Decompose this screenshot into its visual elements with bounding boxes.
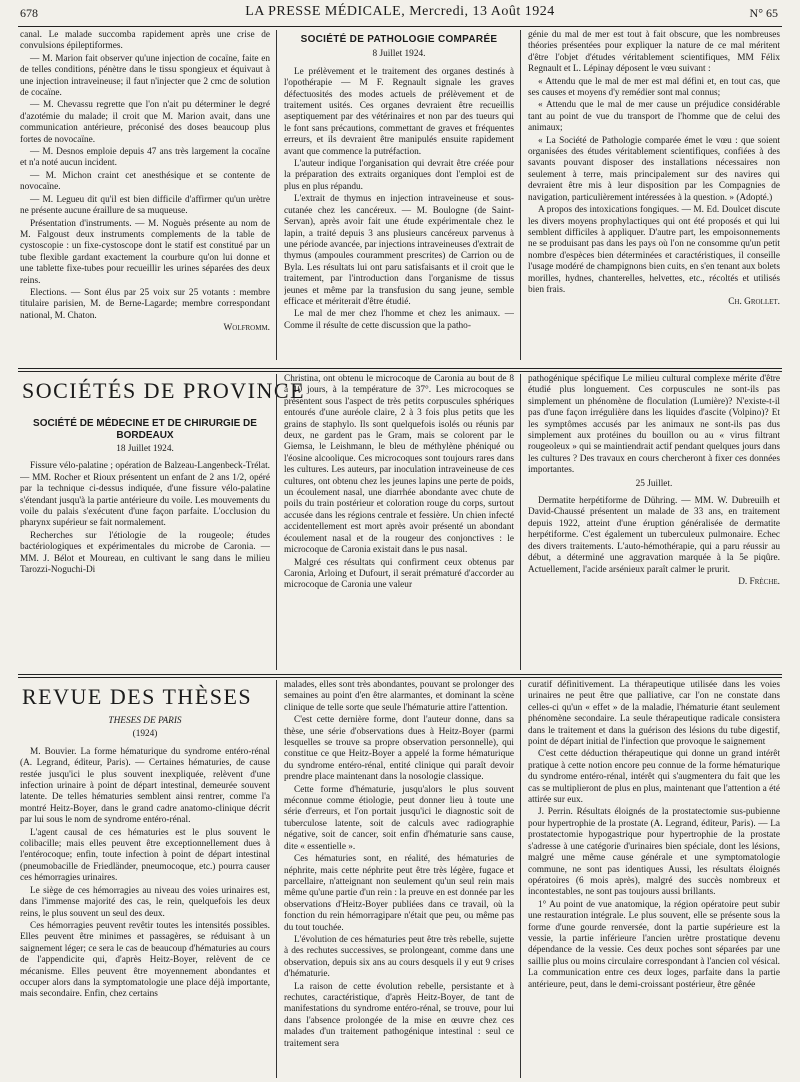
section-date: 25 Juillet.: [635, 478, 673, 489]
section-rule: [18, 368, 782, 369]
section-heading: SOCIÉTÉ DE MÉDECINE ET DE CHIRURGIE DE BORDEAUX: [33, 418, 257, 441]
paragraph: canal. Le malade succomba rapidement après une crise de convulsions épileptiformes.: [20, 30, 270, 52]
column-divider: [276, 374, 277, 670]
paragraph: Fissure vélo-palatine ; opération de Balzeau-Langenbeck-Trélat. — MM. Rocher et Rioux présentent un enfant de 2 ans 1/2, opéré par la technique ci-dessus indiquée, d'une fissure vélo-palatine s'étendant jusqu'à la partie antérieure du voile. Les mouvements du voile du palais s'exécutent d'une façon parfaite. L'occlusion du pharynx supérieur se fait normalement.: [20, 461, 270, 529]
paragraph: malades, elles sont très abondantes, pouvant se prolonger des semaines au point d'en être alarmantes, et dominant la scène clinique de telle sorte que seule l'hématurie attire l'attention.: [284, 680, 514, 713]
paragraph: M. Bouvier. La forme hématurique du syndrome entéro-rénal (A. Legrand, éditeur, Paris). — Certaines hématuries, de cause restée jusqu'ici le plus souvent inexpliquée, relèvent d'une infection urinaire à point de départ intestinal, demeurée souvent latente. De telles hématuries semblent ainsi rentrer, comme l'a montré Heitz-Boyer, dans le grand cadre anatomo-clinique décrit par lui sous le nom de syndrome entéro-rénal.: [20, 746, 270, 826]
section-title-revue-des-theses: REVUE DES THÈSES: [22, 684, 253, 709]
paragraph: L'auteur indique l'organisation qui devrait être créée pour la préparation des extraits organiques dont l'emploi est de plus en plus répandu.: [284, 159, 514, 192]
paragraph: Christina, ont obtenu le microcoque de Caronia au bout de 8 à 10 jours, à la température de 37°. Les microcoques se présentent sous l'aspect de très petits corpuscules sphériques entourés d'une auréole claire, 2 à 3 fois plus petits que les grains de staphylo. Ils sont quelquefois isolés ou réunis par deux, ne gardent pas le Gram, mais se colorent par le Giemsa, le Leishmann, le bleu de méthylène phéniqué ou l'éosine alcoolique. Ces microcoques sont toujours rares dans les cultures. Les auteurs, par inoculation intraveineuse de ces cultures, ont obtenu chez les jeunes lapins une perte de poids, un écoulement nasal, une diarrhée abondante avec chute de poils du train postérieur et coloration rouge du corps, surtout accusée dans les régions centrale et fessière. Un chien infecté accidentellement est mort après avoir présenté un abondant écoulement nasal et de la rougeur des conjonctives : le microcoque de Caronia existait dans le pus nasal.: [284, 374, 514, 556]
paragraph: Cette forme d'hématurie, jusqu'alors le plus souvent méconnue comme étiologie, peut donner lieu à toute une série d'erreurs, et l'on portait jusqu'ici le diagnostic soit de tuberculose latente, soit de calculs avec radiographie négative, soit de cancer, soit enfin d'hématurie sans cause, dite « essentielle ».: [284, 784, 514, 852]
page-number: 678: [20, 6, 38, 20]
paragraph: pathogénique spécifique Le milieu cultural complexe mérite d'être étudié plus longuement. Ces corpuscules ne sont-ils pas simplement un phénomène de floculation (Lumière)? N'existe-t-il pas d'une façon irrégulière dans les liquides d'ascite (Volpino)? Et les symptômes accusés par les animaux ne sont-ils pas dus simplement aux protéines du bouillon ou au « virus filtrant rougeoleux » qui se maintiendrait actif pendant quelques jours dans les cultures ? Des travaux en cours chercheront à fixer ces données importantes.: [528, 374, 780, 476]
paragraph: — M. Legueu dit qu'il est bien difficile d'affirmer qu'un urètre ne présente aucune éraillure de sa muqueuse.: [20, 194, 270, 217]
paragraph: « La Société de Pathologie comparée émet le vœu : que soient organisées des études véritablement scientifiques, confiées à des savants pouvant disposer des installations nécessaires non seulement à terre, mais principalement sur des navires qui devraient être mis à leur disposition par les Compagnies de navigation, particulièrement intéressées à la question. » (Adopté.): [528, 135, 780, 203]
section-rule: [18, 677, 782, 678]
section-date: 8 Juillet 1924.: [372, 49, 426, 60]
section-title-societes-de-province: SOCIÉTÉS DE PROVINCE: [22, 378, 306, 403]
paragraph: J. Perrin. Résultats éloignés de la prostatectomie sus-pubienne pour hypertrophie de la prostate (A. Legrand, éditeur, Paris). — La prostatectomie hypogastrique pour hypertrophie de la prostate s'adresse à une catégorie d'urinaires bien spéciale, dont les lésions, malgré une même cause générale et une symptomatologie commune, ne sont pas identiques Aussi, les résultats éloignés opératoires (6 mois après), malgré des succès nombreux et incontestables, ne sont pas toujours aussi brillants.: [528, 807, 780, 898]
paragraph: — M. Desnos emploie depuis 47 ans très largement la cocaïne et n'a noté aucun incident.: [20, 147, 270, 169]
issue-number: N° 65: [749, 6, 778, 20]
paragraph: génie du mal de mer est tout à fait obscure, que les nombreuses théories présentées pour expliquer la nature de ce mal méritent d'être l'objet d'études véritablement scientifiques, MM Félix Regnault et L. Lépinay déposent le vœu suivant :: [528, 30, 780, 75]
paragraph: — M. Chevassu regrette que l'on n'ait pu déterminer le degré d'azotémie du malade; il croit que M. Marion avait, dans une communication antérieure, préconisé des doses beaucoup plus fortes de novocaïne.: [20, 100, 270, 145]
section-heading: SOCIÉTÉ DE PATHOLOGIE COMPARÉE: [300, 34, 498, 45]
paragraph: — M. Marion fait observer qu'une injection de cocaïne, faite en de telles conditions, pénètre dans le tissu spongieux et équivaut à une injection intraveineuse; il faut n'injecter que 2 cmc de solution de cocaïne.: [20, 53, 270, 99]
signature: D. Frèche.: [738, 576, 780, 587]
section-date: (1924): [132, 729, 158, 740]
paragraph: Ces hématuries sont, en réalité, des hématuries de néphrite, mais cette néphrite peut être très légère, fugace et parcellaire, n'atteignant non seulement qu'un seul rein mais même qu'une partie d'un rein : la preuve en est donnée par les observations d'Heitz-Boyer publiées dans ce travail, où la fonction du rein hémorragipare n'était que peu, ou même pas du tout touchée.: [284, 854, 514, 933]
paragraph: C'est cette déduction thérapeutique qui donne un grand intérêt pratique à cette notion encore peu connue de la forme hématurique du syndrome entéro-rénal, intérêt qui s'augmentera du fait que les cas se multiplieront de plus en plus, maintenant que l'attention a été attirée sur eux.: [528, 749, 780, 806]
column-divider: [520, 680, 521, 1078]
paragraph: « Attendu que le mal de mer est mal défini et, en tout cas, que ses causes et moyens d'y remédier sont mal connus;: [528, 76, 780, 99]
paragraph: curatif définitivement. La thérapeutique utilisée dans les voies urinaires ne peut être que palliative, car l'on ne constate dans celles-ci qu'un « effet » de la maladie, l'hématurie étant seulement phénomène secondaire. La seule thérapeutique radicale consistera dans le traitement et dans la guérison des lésions du tube digestif, point de départ initial de l'infection que provoque le saignement: [528, 680, 780, 748]
bottom-column-3: [528, 680, 780, 1078]
paragraph: Malgré ces résultats qui confirment ceux obtenus par Caronia, Arloing et Dufourt, il serait prématuré d'accorder au microcoque de Caronia une valeur: [284, 557, 514, 591]
paragraph: La raison de cette évolution rebelle, persistante et à rechutes, caractéristique, d'après Heitz-Boyer, de tant de manifestations du syndrome entéro-rénal, se trouve, pour lui dans l'absence prolongée de la mise en œuvre chez ces malades d'un traitement pathogénique intestinal : seul ce traitement sera: [284, 981, 514, 1049]
paragraph: Elections. — Sont élus par 25 voix sur 25 votants : membre titulaire parisien, M. de Berne-Lagarde; membre correspondant national, M. Chaton.: [20, 287, 270, 321]
paragraph: L'extrait de thymus en injection intraveineuse et sous-cutanée chez les cancéreux. — M. Boulogne (de Saint-Servan), après avoir fait une étude expérimentale chez le lapin, a traité depuis 3 ans plusieurs cancéreux parvenus à une période avancée, par injections intraveineuses d'extrait de thymus (ampoules couramment prescrites) de Carrion ou de Byla. Les résultats lui ont paru satisfaisants et il croit que le traitement, par l'introduction dans l'organisme de tissus jeunes et même par la transfusion du sang jeune, semble efficace et mériterait d'être étudié.: [284, 194, 514, 307]
paragraph: C'est cette dernière forme, dont l'auteur donne, dans sa thèse, une série d'observations dues à Heitz-Boyer (parmi lesquelles se trouve sa propre observation personnelle), qui constitue ce que Heitz-Boyer a appelé la forme hématurique du syndrome entéro-rénal, entité clinique qui paraît devoir prendre place maintenant dans la nosologie classique.: [284, 715, 514, 783]
paragraph: 1° Au point de vue anatomique, la région opératoire peut subir une restauration intégrale. Le plus souvent, elle se présente sous la forme d'une gourde renversée, dont la partie supérieure est la vessie, la partie inférieure l'ancien urètre prostatique devenu dépendance de la vessie. Ces deux poches sont séparées par une saillie plus ou moins circulaire correspondant à l'ancien col vésical. La communication entre ces deux loges, parfaite dans la partie antérieure, peut, dans le demi-croissant postérieur, être gênée: [528, 899, 780, 990]
signature: Wolfromm.: [223, 323, 270, 334]
paragraph: Présentation d'instruments. — M. Noguès présente au nom de M. Falgoust deux instruments complements de la table de cystoscopie : un fixe-cystoscope dont le statif est constitué par un tube flexible gardant exactement la courbure qu'on lui donne et une tablette fixe-tubes pour recueillir les urines séparées des deux reins.: [20, 218, 270, 286]
top-column-1: [20, 30, 270, 364]
column-divider: [276, 680, 277, 1078]
section-rule: [18, 674, 782, 675]
header-rule: [18, 26, 782, 27]
paragraph: A propos des intoxications fongiques. — M. Ed. Doulcet discute les divers moyens prophylactiques qui ont été proposés et qui lui semblent difficiles à appliquer. D'autre part, les empoisonnements ne se produisant pas dans les pays où l'on ne consomme qu'un petit nombre d'espèces bien déterminées et caractéristiques, il conseille l'usage modéré de champignons bien cuits, en s'en tenant aux bolets morilles, hydnes, chanterelles, helvettes, etc., récoltés et utilisés bien frais.: [528, 205, 780, 295]
middle-column-3: [528, 374, 780, 670]
middle-column-2: [284, 374, 514, 670]
paragraph: « Attendu que le mal de mer cause un préjudice considérable tant au point de vue du transport de l'homme que de celui des animaux;: [528, 100, 780, 134]
paragraph: Le siège de ces hémorragies au niveau des voies urinaires est, dans l'immense majorité des cas, le rein, quelquefois les deux reins, le plus souvent un seul des deux.: [20, 885, 270, 919]
paragraph: Recherches sur l'étiologie de la rougeole; études bactériologiques et expérimentales du microbe de Caronia. — MM. J. Bélot et Moureau, en cultivant le sang dans le milieu Tarozzi-Noguchi-Di: [20, 530, 270, 576]
section-date: 18 Juillet 1924.: [116, 444, 174, 454]
bottom-column-2: [284, 680, 514, 1078]
bottom-column-1: [20, 716, 270, 1078]
signature: Ch. Grollet.: [728, 297, 780, 308]
paragraph: Ces hémorragies peuvent revêtir toutes les intensités possibles. Elles peuvent être minimes et passagères, se réduisant à un saignement léger; ce sera le cas de beaucoup d'hématuries au cours de l'appendicite qui, d'après Heitz-Boyer, relèvent de ce mécanisme. Elles peuvent être moyennement abondantes et occuper alors dans la symptomatologie une place déjà importante, mais secondaire. Enfin, chez certains: [20, 920, 270, 1000]
paragraph: Le mal de mer chez l'homme et chez les animaux. — Comme il résulte de cette discussion que la patho-: [284, 309, 514, 331]
paragraph: Le prélèvement et le traitement des organes destinés à l'opothérapie — M F. Regnault signale les graves défectuosités des modes actuels de prélèvement et de traitement usités. Ces organes devraient être recueillis aseptiquement par des vétérinaires et non par des tueurs qui le font sans précautions, commettant de graves et fréquentes erreurs, et ils devraient être manipulés ensuite rapidement avant que commence la putréfaction.: [284, 66, 514, 157]
column-divider: [520, 30, 521, 360]
paragraph: L'agent causal de ces hématuries est le plus souvent le colibacille; mais elles peuvent être exceptionnellement dues à l'entérocoque; enfin, toute infection à point de départ intestinal (pneumobacille de Friedländer, pneumocoque, etc.) pourra causer ces hémorragies urinaires.: [20, 827, 270, 884]
top-column-3: [528, 30, 780, 364]
section-rule: [18, 371, 782, 372]
section-heading: THÈSES DE PARIS: [108, 716, 182, 726]
paragraph: Dermatite herpétiforme de Dühring. — MM. W. Dubreuilh et David-Chaussé présentent un malade de 33 ans, en traitement depuis 1922, atteint d'une éruption généralisée de dermatite herpétiforme. C'est également un tuberculeux pulmonaire. Echec des divers traitements. L'auto-hémothérapie, qui a paru réussir au début, a déterminé une aggravation marquée à la 5e piqûre. Actuellement, l'acide arsénieux paraît calmer le prurit.: [528, 496, 780, 575]
journal-title: LA PRESSE MÉDICALE, Mercredi, 13 Août 1924: [245, 4, 555, 19]
top-column-2: [284, 30, 514, 364]
middle-column-1: [20, 412, 270, 670]
column-divider: [520, 374, 521, 670]
column-divider: [276, 30, 277, 360]
paragraph: — M. Michon craint cet anesthésique et se contente de novocaïne.: [20, 170, 270, 193]
paragraph: L'évolution de ces hématuries peut être très rebelle, sujette à des rechutes successives, se prolongeant, comme dans une observation, depuis six ans au cours desquels il y eut 9 crises d'hématurie.: [284, 934, 514, 980]
